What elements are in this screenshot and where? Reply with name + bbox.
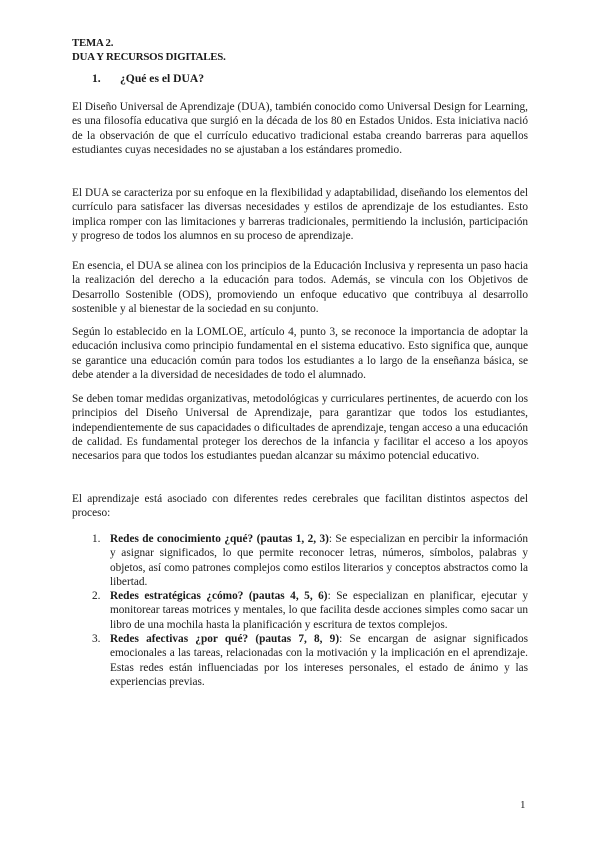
topic-title: DUA Y RECURSOS DIGITALES. [72, 51, 226, 63]
section-number: 1. [92, 72, 101, 85]
list-item-text: : Se especializan en planificar, ejecutar y monitorear tareas motrices y mentales, lo que facilita desde acciones simples como sacar un libro de una mochila hasta la planificación y escritura de textos complejos. [110, 590, 528, 631]
paragraph-measures: Se deben tomar medidas organizativas, metodológicas y curriculares pertinentes, de acuerdo con los principios del Diseño Universal de Aprendizaje, para garantizar que todos los estudiantes, independientemente de sus capacidades o dificultades de aprendizaje, tengan acceso a una educación de calidad. Es fundamental proteger los derechos de la infancia y facilitar el acceso a los apoyos necesarios para que todos los estudiantes puedan alcanzar su máximo potencial educativo. [72, 393, 528, 463]
list-item-title: Redes estratégicas ¿cómo? (pautas 4, 5, 6) [110, 590, 328, 603]
paragraph-characteristics: El DUA se caracteriza por su enfoque en la flexibilidad y adaptabilidad, diseñando los elementos del currículo para satisfacer las diversas necesidades y estilos de aprendizaje de los estudiantes. Esto implica romper con las limitaciones y barreras tradicionales, permitiendo la inclusión, participación y progreso de todos los alumnos en su proceso de aprendizaje. [72, 187, 528, 242]
list-item [92, 589, 528, 632]
section-title: ¿Qué es el DUA? [120, 72, 205, 85]
list-item [92, 632, 528, 689]
list-item-text: : Se encargan de asignar significados emocionales a las tareas, relacionadas con la motivación y la implicación en el aprendizaje. Estas redes están influenciadas por los intereses personales, el estado de ánimo y las experiencias previas. [110, 633, 528, 688]
list-item-title: Redes afectivas ¿por qué? (pautas 7, 8, 9) [110, 633, 340, 646]
paragraph-brain-networks-intro: El aprendizaje está asociado con diferentes redes cerebrales que facilitan distintos aspectos del proceso: [72, 493, 528, 520]
list-marker: 3. [92, 633, 101, 646]
topic-label: TEMA 2. [72, 37, 114, 49]
list-item [92, 532, 528, 589]
brain-networks-list [92, 532, 528, 689]
paragraph-origin: El Diseño Universal de Aprendizaje (DUA), también conocido como Universal Design for Learning, es una filosofía educativa que surgió en la década de los 80 en Estados Unidos. Esta iniciativa nació de la observación de que el currículo educativo tradicional estaba creando barreras para aquellos estudiantes cuyas necesidades no se ajustaban a los estándares promedio. [72, 101, 528, 156]
page-number: 1 [520, 799, 526, 811]
paragraph-inclusive-education: En esencia, el DUA se alinea con los principios de la Educación Inclusiva y representa un paso hacia la realización del derecho a la educación para todos. Además, se vincula con los Objetivos de Desarrollo Sostenible (ODS), promoviendo un enfoque educativo que contribuya al desarrollo sostenible y al bienestar de la sociedad en su conjunto. [72, 260, 528, 315]
list-item-text: : Se especializan en percibir la información y asignar significados, lo que permite reconocer letras, números, símbolos, palabras y objetos, así como patrones complejos como estilos literarios y conceptos abstractos como la libertad. [110, 533, 528, 588]
list-item-title: Redes de conocimiento ¿qué? (pautas 1, 2, 3) [110, 533, 329, 545]
list-marker: 1. [92, 533, 101, 545]
list-marker: 2. [92, 590, 101, 603]
paragraph-lomloe: Según lo establecido en la LOMLOE, artículo 4, punto 3, se reconoce la importancia de adoptar la educación inclusiva como principio fundamental en el sistema educativo. Esto significa que, aunque se garantice una educación común para todos los estudiantes a lo largo de la enseñanza básica, se debe atender a la diversidad de necesidades de todo el alumnado. [72, 326, 528, 381]
section-heading [92, 72, 204, 85]
